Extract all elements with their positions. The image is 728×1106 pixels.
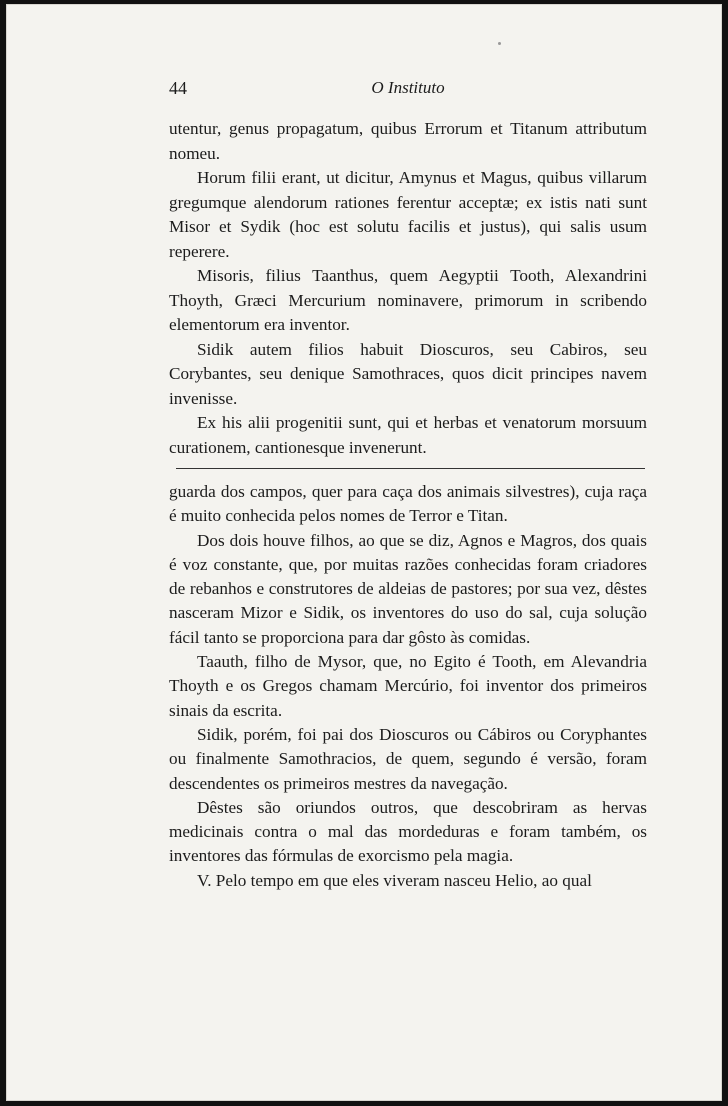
portuguese-paragraph: Taauth, filho de Mysor, que, no Egito é Tooth, em Alevandria Thoyth e os Gregos chamam Mercúrio, foi inventor dos primeiros sinais da escrita. — [169, 652, 647, 720]
portuguese-paragraph: V. Pelo tempo em que eles viveram nasceu Helio, ao qual — [197, 870, 592, 890]
portuguese-text-block — [169, 480, 647, 893]
running-title: O Instituto — [371, 78, 445, 97]
section-divider — [176, 468, 645, 469]
portuguese-paragraph: guarda dos campos, quer para caça dos animais silvestres), cuja raça é muito conhecida pelos nomes de Terror e Titan. — [169, 482, 647, 526]
latin-text-block — [169, 117, 647, 460]
book-page — [6, 4, 722, 1101]
page-number: 44 — [169, 78, 187, 98]
portuguese-paragraph: Dêstes são oriundos outros, que descobriram as hervas medicinais contra o mal das mordeduras e foram também, os inventores das fórmulas de exorcismo pela magia. — [169, 797, 647, 866]
latin-paragraph: Horum filii erant, ut dicitur, Amynus et Magus, quibus villarum gregumque alendorum rationes ferentur acceptæ; ex istis nati sunt Misor et Sydik (hoc est solutu facilis et justus), qui salis usum reperere. — [169, 168, 647, 261]
portuguese-paragraph: Dos dois houve filhos, ao que se diz, Agnos e Magros, dos quais é voz constante, que, por muitas razões conhecidas foram criadores de rebanhos e construtores de aldeias de pastores; por sua vez, dêstes nasceram Mizor e Sidik, os inventores do uso do sal, cuja solução fácil tanto se proporciona para dar gôsto às comidas. — [169, 530, 647, 647]
latin-paragraph: utentur, genus propagatum, quibus Errorum et Titanum attributum nomeu. — [169, 119, 647, 163]
latin-paragraph: Ex his alii progenitii sunt, qui et herbas et venatorum morsuum curationem, cantionesque invenerunt. — [169, 413, 647, 457]
latin-paragraph: Sidik autem filios habuit Dioscuros, seu Cabiros, seu Corybantes, seu denique Samothraces, quos dicit principes navem invenisse. — [169, 339, 647, 408]
paper-speck — [498, 42, 501, 45]
latin-paragraph: Misoris, filius Taanthus, quem Aegyptii Tooth, Alexandrini Thoyth, Græci Mercurium nominavere, primorum in scribendo elementorum era inventor. — [169, 266, 647, 334]
portuguese-paragraph: Sidik, porém, foi pai dos Dioscuros ou Cábiros ou Coryphantes ou finalmente Samothracios, de quem, segundo é versão, foram descendentes os primeiros mestres da navegação. — [169, 724, 647, 793]
page-header — [169, 78, 647, 104]
